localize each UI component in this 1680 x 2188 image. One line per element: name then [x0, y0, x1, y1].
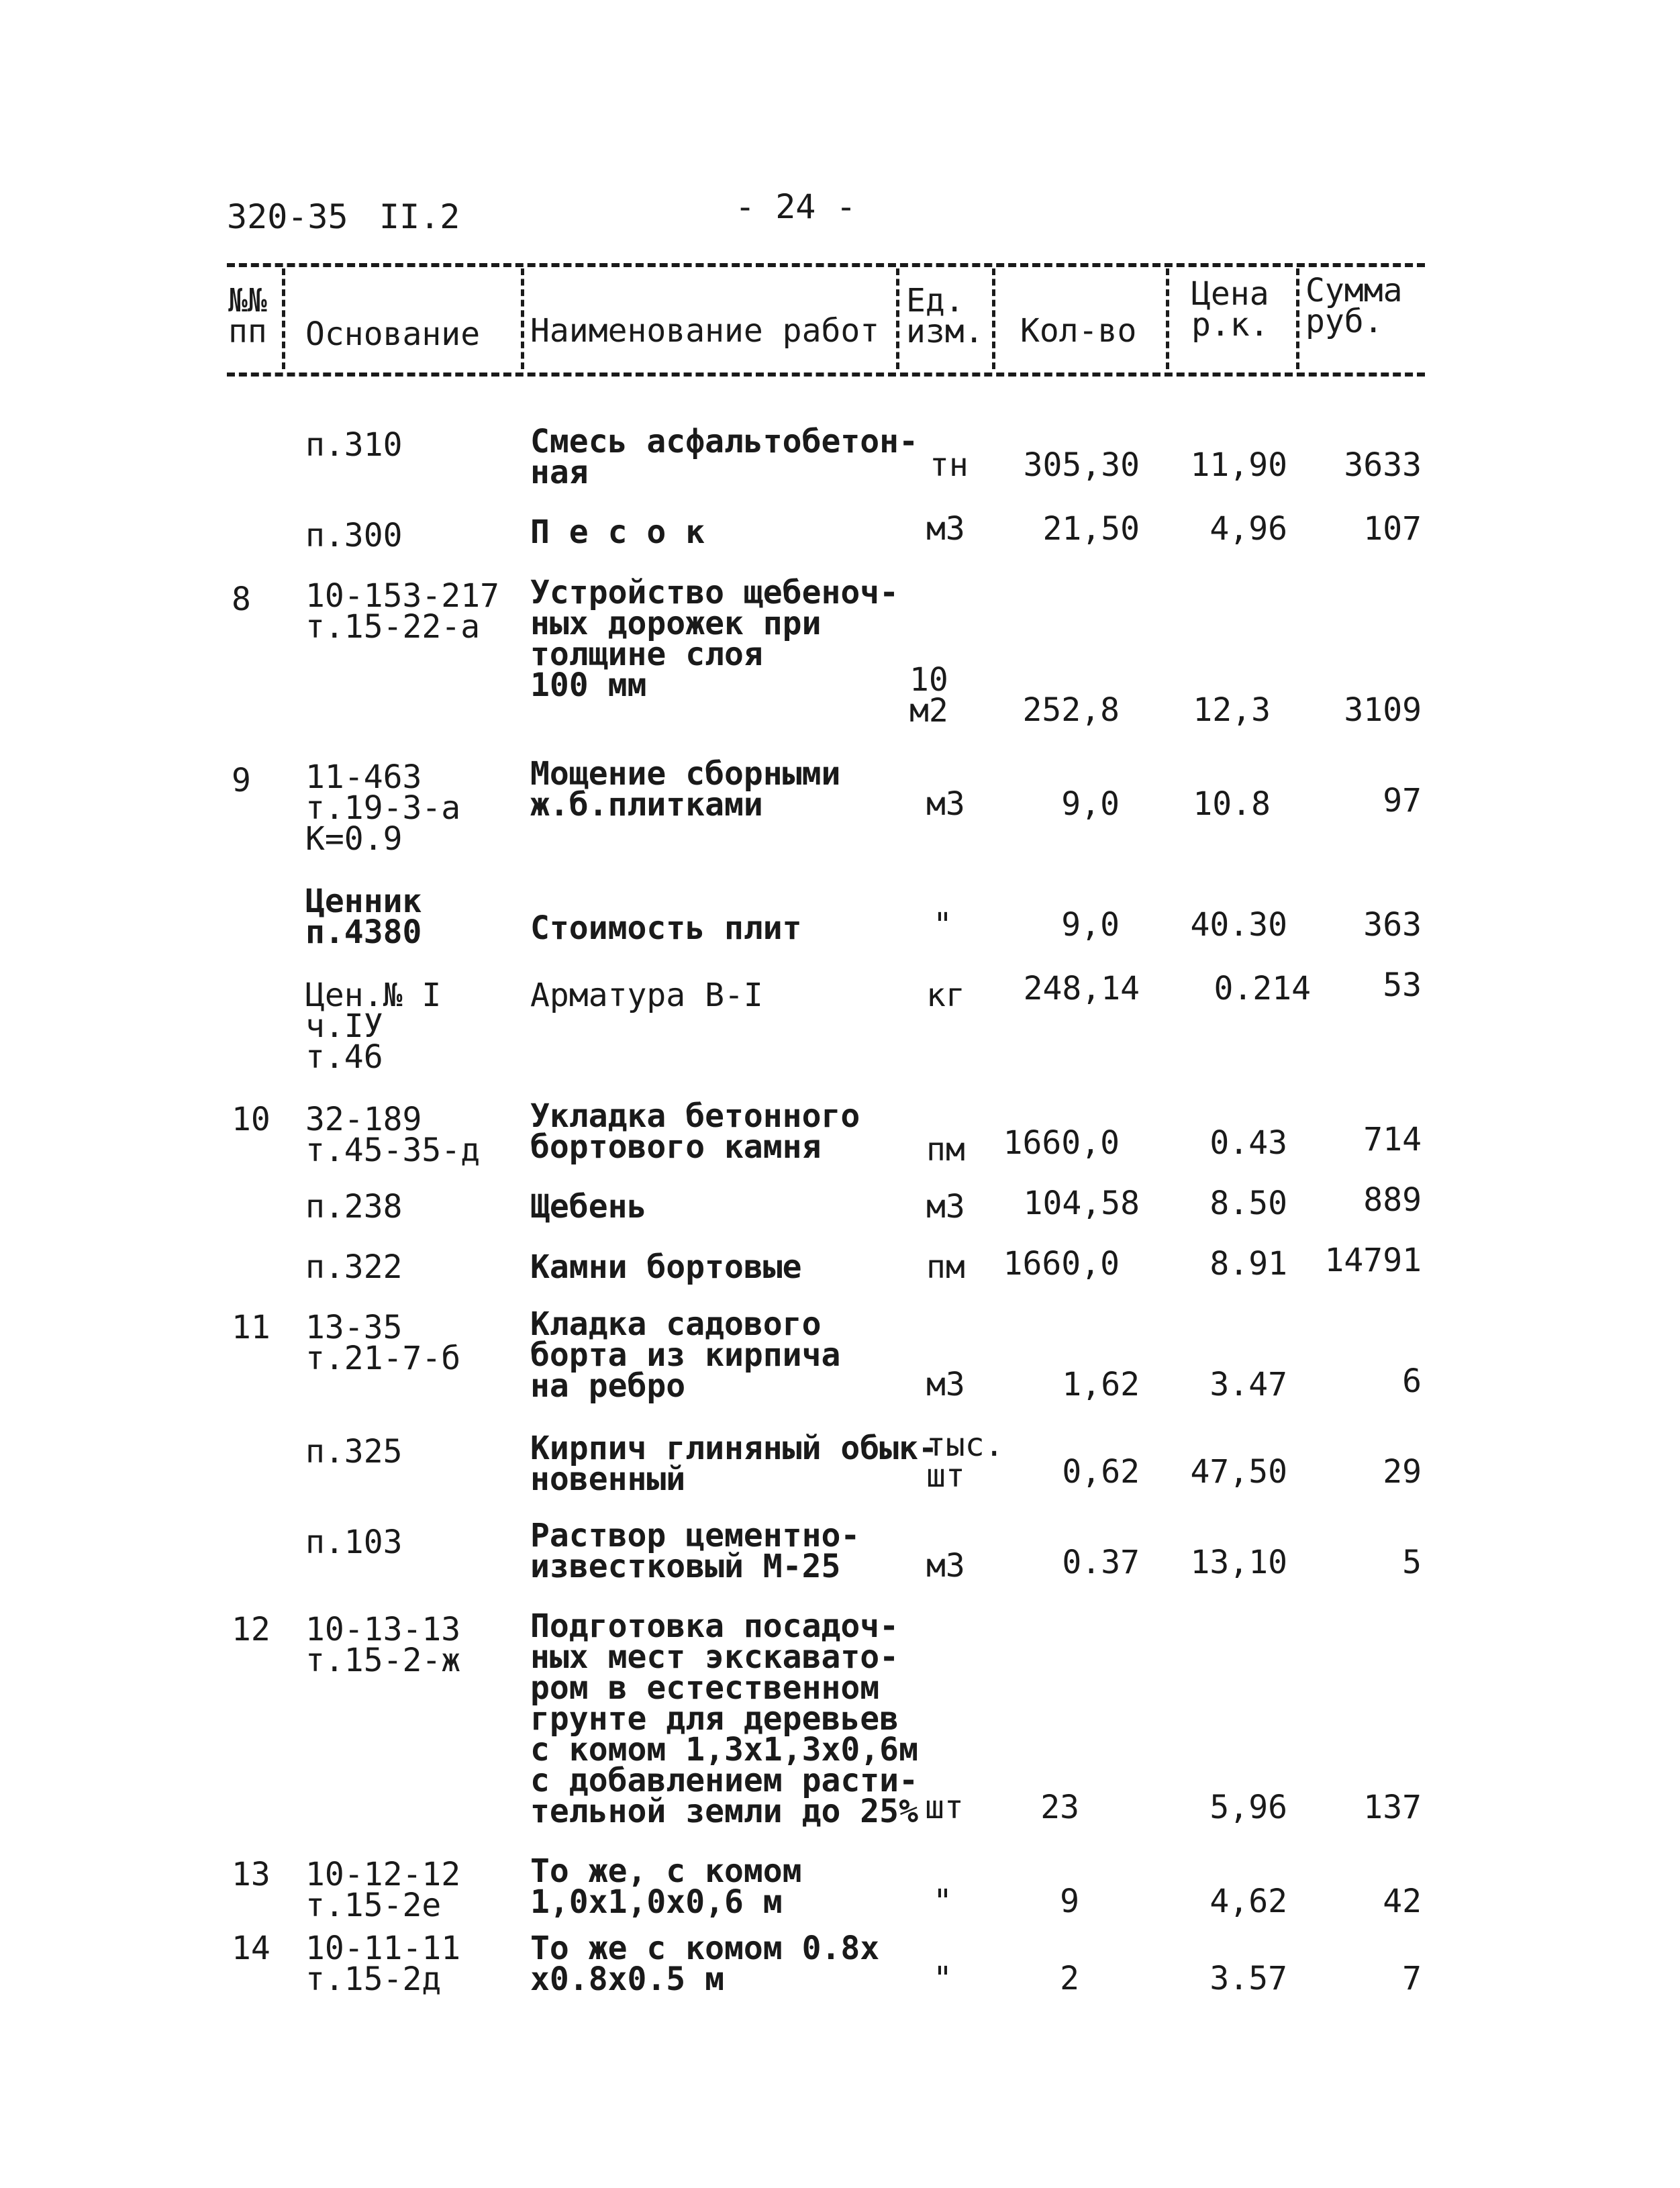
row-15-number: 14 [232, 1930, 270, 1967]
row-3-basis: 10-153-217 т.15-22-а [305, 577, 499, 646]
row-3-unit: 10 м2 [909, 661, 948, 730]
row-6-work-name: Арматура В-I [530, 977, 763, 1014]
column-header-number: №№ пп [228, 282, 267, 350]
row-6-quantity: 248,14 [1023, 970, 1140, 1007]
row-6-basis: Цен.№ I ч.IУ т.46 [305, 977, 442, 1076]
document-code: 320-35 [227, 197, 348, 236]
header-bottom-rule [227, 372, 1425, 377]
row-4-work-name: Мощение сборными ж.б.плитками [530, 755, 841, 824]
row-12-work-name: Раствор цементно- известковый М-25 [530, 1517, 860, 1585]
row-9-quantity: 1660,0 [1003, 1245, 1120, 1283]
row-10-number: 11 [232, 1309, 270, 1346]
row-10-work-name: Кладка садового борта из кирпича на ребро [530, 1305, 841, 1405]
row-12-sum: 5 [1402, 1544, 1422, 1581]
row-15-unit: " [933, 1960, 952, 1997]
row-5-unit: " [933, 906, 952, 944]
row-14-work-name: То же, с комом 1,0х1,0х0,6 м [530, 1852, 802, 1921]
row-8-unit: м3 [926, 1188, 965, 1226]
row-13-unit: шт [925, 1789, 964, 1826]
row-8-work-name: Щебень [530, 1188, 647, 1226]
row-14-quantity: 9 [1060, 1883, 1079, 1920]
header-divider-2 [521, 268, 524, 369]
row-15-quantity: 2 [1060, 1960, 1079, 1997]
row-5-quantity: 9,0 [1061, 906, 1120, 944]
row-7-work-name: Укладка бетонного бортового камня [530, 1097, 860, 1166]
row-9-price: 8.91 [1209, 1245, 1287, 1283]
column-header-sum: Сумма руб. [1305, 272, 1403, 340]
row-2-price: 4,96 [1209, 510, 1287, 548]
row-1-price: 11,90 [1190, 446, 1287, 484]
row-1-quantity: 305,30 [1023, 446, 1140, 484]
row-11-work-name: Кирпич глиняный обык- новенный [530, 1430, 938, 1498]
row-1-unit: тн [930, 446, 969, 484]
row-10-basis: 13-35 т.21-7-б [305, 1309, 461, 1377]
row-1-work-name: Смесь асфальтобетон- ная [530, 423, 918, 491]
row-3-quantity: 252,8 [1022, 691, 1120, 729]
row-14-sum: 42 [1383, 1883, 1422, 1920]
row-4-sum: 97 [1383, 782, 1422, 819]
row-8-quantity: 104,58 [1023, 1185, 1140, 1222]
row-9-work-name: Камни бортовые [530, 1248, 802, 1286]
row-12-price: 13,10 [1190, 1544, 1287, 1581]
row-3-sum: 3109 [1344, 691, 1422, 729]
row-1-basis: п.310 [305, 426, 403, 464]
row-2-quantity: 21,50 [1042, 510, 1140, 548]
row-15-sum: 7 [1402, 1960, 1422, 1997]
row-9-sum: 14791 [1324, 1242, 1422, 1279]
row-5-work-name: Стоимость плит [530, 909, 802, 947]
column-header-unit: Ед. изм. [906, 282, 984, 350]
row-4-basis: 11-463 т.19-3-а К=0.9 [305, 758, 461, 858]
row-2-basis: п.300 [305, 517, 403, 554]
header-divider-4 [992, 268, 995, 369]
header-top-rule [227, 263, 1425, 267]
row-7-number: 10 [232, 1101, 270, 1138]
page-number: - 24 - [735, 187, 856, 226]
row-11-basis: п.325 [305, 1433, 403, 1471]
row-7-basis: 32-189 т.45-35-д [305, 1101, 481, 1169]
row-3-number: 8 [232, 581, 251, 618]
document-section: II.2 [379, 197, 460, 236]
row-3-work-name: Устройство щебеноч- ных дорожек при толщине слоя 100 мм [530, 574, 899, 704]
row-15-price: 3.57 [1209, 1960, 1287, 1997]
row-8-basis: п.238 [305, 1188, 403, 1226]
row-11-quantity: 0,62 [1062, 1453, 1140, 1491]
row-6-sum: 53 [1383, 966, 1422, 1004]
row-15-work-name: То же с комом 0.8х х0.8х0.5 м [530, 1930, 880, 1998]
row-6-price: 0.214 [1214, 970, 1311, 1007]
row-10-quantity: 1,62 [1062, 1366, 1140, 1403]
row-4-quantity: 9,0 [1061, 785, 1120, 823]
row-4-unit: м3 [926, 785, 965, 823]
row-10-sum: 6 [1402, 1362, 1422, 1400]
row-9-basis: п.322 [305, 1248, 403, 1286]
header-divider-1 [282, 268, 285, 369]
row-7-quantity: 1660,0 [1003, 1124, 1120, 1162]
row-13-work-name: Подготовка посадоч- ных мест экскавато- ром в естественном грунте для деревьев с комом 1,3х1,3х0,6м с добавлением расти- тельной земли до 25% [530, 1607, 918, 1830]
row-7-sum: 714 [1363, 1121, 1422, 1158]
row-14-unit: " [933, 1883, 952, 1920]
row-12-quantity: 0.37 [1062, 1544, 1140, 1581]
row-3-price: 12,3 [1193, 691, 1271, 729]
column-header-price: Цена р.к. [1191, 275, 1269, 344]
row-7-unit: пм [926, 1131, 965, 1168]
row-5-price: 40.30 [1190, 906, 1287, 944]
row-8-price: 8.50 [1209, 1185, 1287, 1222]
column-header-quantity: Кол-во [1020, 312, 1137, 350]
column-header-basis: Основание [305, 315, 481, 353]
row-12-basis: п.103 [305, 1524, 403, 1561]
row-6-unit: кг [926, 977, 965, 1014]
row-14-number: 13 [232, 1856, 270, 1893]
row-9-unit: пм [926, 1248, 965, 1286]
row-11-unit: тыс. шт [926, 1426, 1004, 1495]
row-13-number: 12 [232, 1611, 270, 1648]
row-1-sum: 3633 [1344, 446, 1422, 484]
header-divider-3 [896, 268, 899, 369]
row-13-price: 5,96 [1209, 1789, 1287, 1826]
row-10-price: 3.47 [1209, 1366, 1287, 1403]
row-2-work-name: П е с о к [530, 513, 705, 551]
row-2-unit: м3 [926, 510, 965, 548]
row-13-sum: 137 [1363, 1789, 1422, 1826]
row-4-number: 9 [232, 762, 251, 799]
header-divider-5 [1166, 268, 1169, 369]
row-14-basis: 10-12-12 т.15-2е [305, 1856, 461, 1924]
row-5-basis: Ценник п.4380 [305, 883, 422, 951]
row-15-basis: 10-11-11 т.15-2д [305, 1930, 461, 1998]
column-header-work-name: Наименование работ [530, 312, 880, 350]
row-4-price: 10.8 [1193, 785, 1271, 823]
row-11-sum: 29 [1383, 1453, 1422, 1491]
row-13-quantity: 23 [1040, 1789, 1079, 1826]
row-12-unit: м3 [926, 1547, 965, 1585]
row-10-unit: м3 [926, 1366, 965, 1403]
row-14-price: 4,62 [1209, 1883, 1287, 1920]
header-divider-6 [1296, 268, 1299, 369]
row-11-price: 47,50 [1190, 1453, 1287, 1491]
row-2-sum: 107 [1363, 510, 1422, 548]
row-7-price: 0.43 [1209, 1124, 1287, 1162]
row-5-sum: 363 [1363, 906, 1422, 944]
row-13-basis: 10-13-13 т.15-2-ж [305, 1611, 461, 1679]
row-8-sum: 889 [1363, 1181, 1422, 1219]
